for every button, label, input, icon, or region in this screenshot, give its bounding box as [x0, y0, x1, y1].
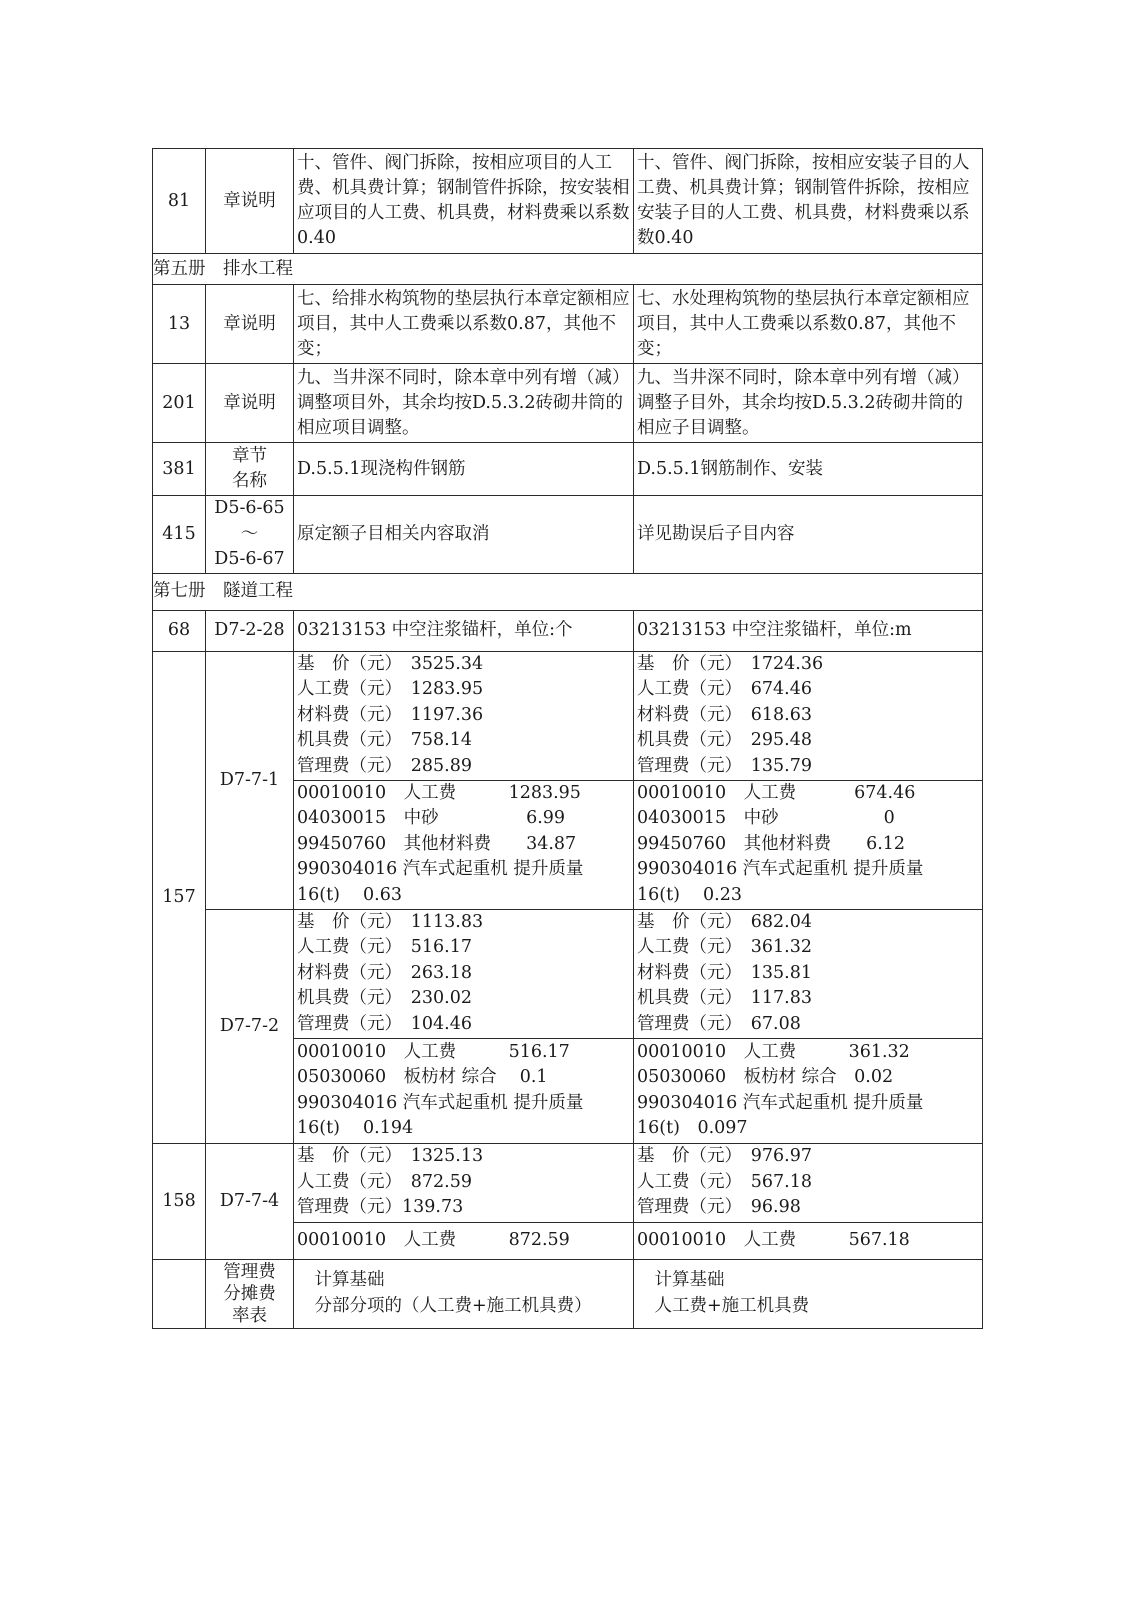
corrected-cost-cell: 基 价（元） 682.04 人工费（元） 361.32 材料费（元） 135.81 机具费（元） 117.83 管理费（元） 67.08: [634, 909, 983, 1038]
corrected-text-cell: 03213153 中空注浆锚杆，单位:m: [634, 610, 983, 651]
page-number-cell: 381: [153, 443, 206, 496]
original-resource-cell: 00010010 人工费 1283.95 04030015 中砂 6.99 99450760 其他材料费 34.87 990304016 汽车式起重机 提升质量 16(t) 0.63: [294, 780, 634, 909]
item-cell: D5-6-65 ～ D5-6-67: [206, 496, 294, 574]
original-cost-cell: 基 价（元） 1325.13 人工费（元） 872.59 管理费（元）139.73: [294, 1143, 634, 1222]
section-heading: 第五册 排水工程: [153, 254, 983, 285]
original-text: 十、管件、阀门拆除，按相应项目的人工费、机具费计算；钢制管件拆除，按安装相应项目的人工费、机具费，材料费乘以系数0.40: [297, 153, 630, 248]
corrected-resource-cell: 00010010 人工费 674.46 04030015 中砂 0 99450760 其他材料费 6.12 990304016 汽车式起重机 提升质量 16(t) 0.23: [634, 780, 983, 909]
page-number-cell: 415: [153, 496, 206, 574]
page-number-cell: 158: [153, 1143, 206, 1259]
table-row: [153, 909, 983, 1038]
table-row: [153, 149, 983, 254]
section-heading: 第七册 隧道工程: [153, 573, 983, 610]
page-number-cell: 157: [153, 651, 206, 1143]
original-text-cell: [294, 149, 634, 254]
corrected-cost-cell: 基 价（元） 1724.36 人工费（元） 674.46 材料费（元） 618.63 机具费（元） 295.48 管理费（元） 135.79: [634, 651, 983, 780]
table-row: [153, 610, 983, 651]
section-row: [153, 573, 983, 610]
original-text-cell: 原定额子目相关内容取消: [294, 496, 634, 574]
corrected-text: 九、当井深不同时，除本章中列有增（减）调整子目外，其余均按D.5.3.2砖砌井筒的相应子目调整。: [637, 367, 970, 438]
item-cell: 管理费 分摊费 率表: [206, 1259, 294, 1328]
page-number-cell: 201: [153, 364, 206, 443]
corrected-text: 十、管件、阀门拆除，按相应安装子目的人工费、机具费计算；钢制管件拆除，按相应安装子目的人工费、机具费，材料费乘以系数0.40: [637, 153, 970, 248]
item-cell: 章节 名称: [206, 443, 294, 496]
corrected-text-cell: 计算基础 人工费+施工机具费: [634, 1259, 983, 1328]
item-cell: D7-2-28: [206, 610, 294, 651]
table-row: [153, 1143, 983, 1222]
corrected-text-cell: [634, 149, 983, 254]
table-row: [153, 285, 983, 364]
corrected-cost-cell: 基 价（元） 976.97 人工费（元） 567.18 管理费（元） 96.98: [634, 1143, 983, 1222]
page-number-cell: [153, 1259, 206, 1328]
corrected-resource-cell: 00010010 人工费 361.32 05030060 板枋材 综合 0.02 990304016 汽车式起重机 提升质量 16(t) 0.097: [634, 1038, 983, 1143]
corrected-text-cell: [634, 285, 983, 364]
item-cell: 章说明: [206, 285, 294, 364]
page-number-cell: 68: [153, 610, 206, 651]
original-resource-cell: 00010010 人工费 516.17 05030060 板枋材 综合 0.1 990304016 汽车式起重机 提升质量 16(t) 0.194: [294, 1038, 634, 1143]
original-text-cell: [294, 285, 634, 364]
original-text: 七、给排水构筑物的垫层执行本章定额相应项目，其中人工费乘以系数0.87，其他不变；: [297, 288, 630, 359]
original-text-cell: [294, 364, 634, 443]
original-text-cell: D.5.5.1现浇构件钢筋: [294, 443, 634, 496]
table-row: [153, 651, 983, 780]
corrected-text-cell: [634, 364, 983, 443]
item-cell: D7-7-2: [206, 909, 294, 1143]
corrected-text: 七、水处理构筑物的垫层执行本章定额相应项目，其中人工费乘以系数0.87，其他不变；: [637, 288, 970, 359]
table-row: [153, 1259, 983, 1328]
section-row: [153, 254, 983, 285]
table-row: [153, 364, 983, 443]
corrected-text-cell: D.5.5.1钢筋制作、安装: [634, 443, 983, 496]
original-resource-cell: 00010010 人工费 872.59: [294, 1222, 634, 1259]
page-number-cell: 81: [153, 149, 206, 254]
item-cell: 章说明: [206, 364, 294, 443]
original-cost-cell: 基 价（元） 1113.83 人工费（元） 516.17 材料费（元） 263.18 机具费（元） 230.02 管理费（元） 104.46: [294, 909, 634, 1038]
original-cost-cell: 基 价（元） 3525.34 人工费（元） 1283.95 材料费（元） 1197.36 机具费（元） 758.14 管理费（元） 285.89: [294, 651, 634, 780]
item-cell: D7-7-1: [206, 651, 294, 909]
page-number-cell: 13: [153, 285, 206, 364]
corrected-text-cell: 详见勘误后子目内容: [634, 496, 983, 574]
errata-table: [152, 148, 983, 1329]
original-text: 九、当井深不同时，除本章中列有增（减）调整项目外，其余均按D.5.3.2砖砌井筒的相应项目调整。: [297, 367, 630, 438]
table-row: [153, 496, 983, 574]
item-cell: 章说明: [206, 149, 294, 254]
item-cell: D7-7-4: [206, 1143, 294, 1259]
original-text-cell: 03213153 中空注浆锚杆，单位:个: [294, 610, 634, 651]
corrected-resource-cell: 00010010 人工费 567.18: [634, 1222, 983, 1259]
original-text-cell: 计算基础 分部分项的（人工费+施工机具费）: [294, 1259, 634, 1328]
table-row: [153, 443, 983, 496]
